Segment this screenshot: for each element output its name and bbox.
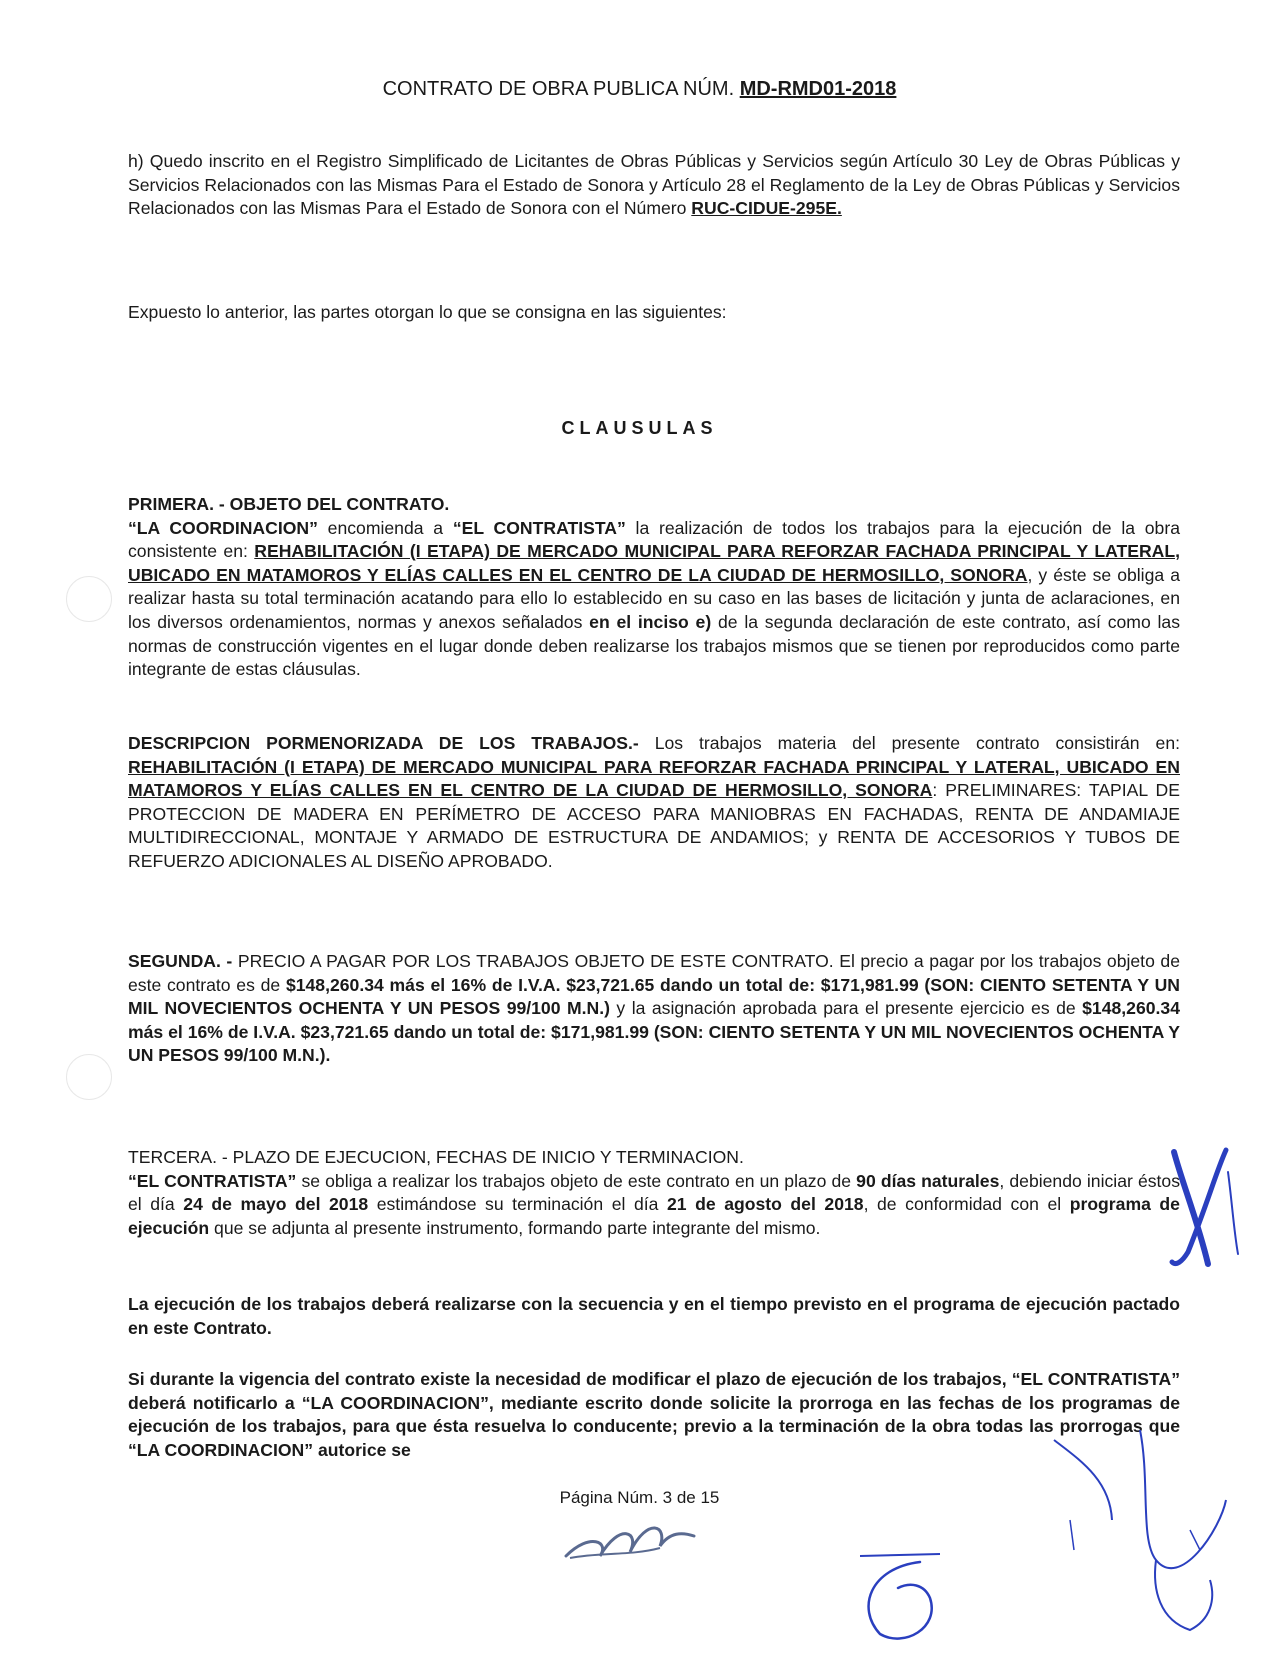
segunda-text-1: PRECIO A PAGAR POR LOS TRABAJOS OBJETO DE ESTE CONTRATO. El precio a pagar por los trabajos objeto de este contrato es de	[128, 951, 1180, 995]
tercera-plazo: 90 días naturales	[856, 1170, 1000, 1191]
primera-text-3: , y éste se obliga a realizar hasta su total terminación acatando para ello lo establecido en su caso en las bases de licitación y junta de aclaraciones, en los diversos ordenamientos, normas y anexos señalados	[128, 564, 1180, 632]
tercera-party: “EL CONTRATISTA”	[128, 1170, 297, 1191]
primera-text-4: de la segunda declaración de este contrato, así como las normas de construcción vigentes en el lugar donde deben realizarse los trabajos mismos que se tienen por reproducidos como parte integrante de estas cláusulas.	[128, 611, 1180, 680]
header-prefix: CONTRATO DE OBRA PUBLICA NÚM.	[382, 78, 735, 100]
paragraph-h-text: h) Quedo inscrito en el Registro Simplificado de Licitantes de Obras Públicas y Servicios según Artículo 30 Ley de Obras Públicas y Servicios Relacionados con las Mismas Para el Estado de Sonora y Artículo 28 el Reglamento de la Ley de Obras Públicas y Servicios Relacionados con las Mismas Para el Estado de Sonora con el Número	[128, 151, 1180, 219]
paragraph-h	[128, 150, 1180, 221]
paragraph-vigencia: Si durante la vigencia del contrato existe la necesidad de modificar el plazo de ejecución de los trabajos, “EL CONTRATISTA” deberá notificarlo a “LA COORDINACION”, mediante escrito donde solicite la prorroga en las fechas de los programas de ejecución de los trabajos, para que ésta resuelva lo conducente; previo a la terminación de la obra todas las prorrogas que “LA COORDINACION” autorice se	[128, 1369, 1180, 1460]
margin-initial-mark	[1168, 1142, 1240, 1272]
descripcion-text-2: : PRELIMINARES: TAPIAL DE PROTECCION DE MADERA EN PERÍMETRO DE ACCESO PARA MANIOBRAS EN FACHADAS, RENTA DE ANDAMIAJE MULTIDIRECCIONAL, MONTAJE Y ARMADO DE ESTRUCTURA DE ANDAMIOS; y RENTA DE ACCESORIOS Y TUBOS DE REFUERZO ADICIONALES AL DISEÑO APROBADO.	[128, 780, 1180, 871]
clause-primera	[128, 493, 1180, 682]
tercera-text-2: , debiendo iniciar éstos el día	[128, 1170, 1180, 1215]
paragraph-secuencia: La ejecución de los trabajos deberá realizarse con la secuencia y en el tiempo previsto en el programa de ejecución pactado en este Contrato.	[128, 1294, 1180, 1338]
segunda-text-2: y la asignación aprobada para el presente ejercicio es de	[609, 998, 1083, 1019]
tercera-fin: 21 de agosto del 2018	[666, 1194, 864, 1215]
clause-segunda	[128, 950, 1180, 1068]
signature-right	[1040, 1420, 1240, 1650]
party-contratista: “EL CONTRATISTA”	[452, 517, 626, 538]
descripcion-obra: REHABILITACIÓN (I ETAPA) DE MERCADO MUNICIPAL PARA REFORZAR FACHADA PRINCIPAL Y LATERAL, UBICADO EN MATAMOROS Y ELÍAS CALLES EN EL CENTRO DE LA CIUDAD DE HERMOSILLO, SONORA	[128, 756, 1180, 801]
descripcion-heading: DESCRIPCION PORMENORIZADA DE LOS TRABAJOS.-	[128, 733, 639, 753]
segunda-amount-2: $148,260.34 más el 16% de I.V.A. $23,721.65 dando un total de: $171,981.99 (SON: CIENTO SETENTA Y UN MIL NOVECIENTOS OCHENTA Y UN PESOS 99/100 M.N.).	[128, 998, 1180, 1066]
primera-text-2: la realización de todos los trabajos para la ejecución de la obra consistente en:	[128, 517, 1180, 562]
tercera-text-3: estimándose su terminación el día	[368, 1194, 667, 1215]
segunda-heading: SEGUNDA. -	[128, 951, 233, 971]
intro-paragraph: Expuesto lo anterior, las partes otorgan lo que se consigna en las siguientes:	[128, 302, 727, 322]
punch-hole-mark	[66, 576, 112, 622]
tercera-inicio: 24 de mayo del 2018	[183, 1194, 369, 1215]
contract-number: MD-RMD01-2018	[739, 78, 897, 100]
clause-descripcion	[128, 732, 1180, 874]
primera-obra: REHABILITACIÓN (I ETAPA) DE MERCADO MUNICIPAL PARA REFORZAR FACHADA PRINCIPAL Y LATERAL, UBICADO EN MATAMOROS Y ELÍAS CALLES EN EL CENTRO DE LA CIUDAD DE HERMOSILLO, SONORA	[128, 541, 1180, 585]
party-coordinacion: “LA COORDINACION”	[128, 517, 318, 538]
clause-tercera	[128, 1146, 1180, 1240]
contract-header	[0, 78, 1279, 101]
page-number: Página Núm. 3 de 15	[559, 1488, 720, 1507]
signature-circle	[850, 1548, 960, 1648]
registry-number: RUC-CIDUE-295E.	[691, 198, 842, 219]
signature-left	[560, 1512, 710, 1568]
primera-text-1: encomienda a	[317, 517, 453, 538]
tercera-text-5: que se adjunta al presente instrumento, formando parte integrante del mismo.	[209, 1217, 821, 1238]
clausulas-title: CLAUSULAS	[561, 418, 718, 438]
tercera-text-4: , de conformidad con el	[863, 1194, 1070, 1215]
descripcion-text-1: Los trabajos materia del presente contrato consistirán en:	[638, 733, 1180, 753]
segunda-amount-1: $148,260.34 más el 16% de I.V.A. $23,721.65 dando un total de: $171,981.99 (SON: CIENTO SETENTA Y UN MIL NOVECIENTOS OCHENTA Y UN PESOS 99/100 M.N.)	[128, 974, 1181, 1019]
primera-inciso: en el inciso e)	[589, 611, 712, 632]
primera-heading: PRIMERA. - OBJETO DEL CONTRATO.	[128, 494, 450, 514]
tercera-text-1: se obliga a realizar los trabajos objeto de este contrato en un plazo de	[296, 1170, 857, 1191]
punch-hole-mark	[66, 1054, 112, 1100]
tercera-heading: TERCERA. - PLAZO DE EJECUCION, FECHAS DE INICIO Y TERMINACION.	[128, 1147, 744, 1167]
tercera-programa: programa de ejecución	[128, 1194, 1180, 1238]
